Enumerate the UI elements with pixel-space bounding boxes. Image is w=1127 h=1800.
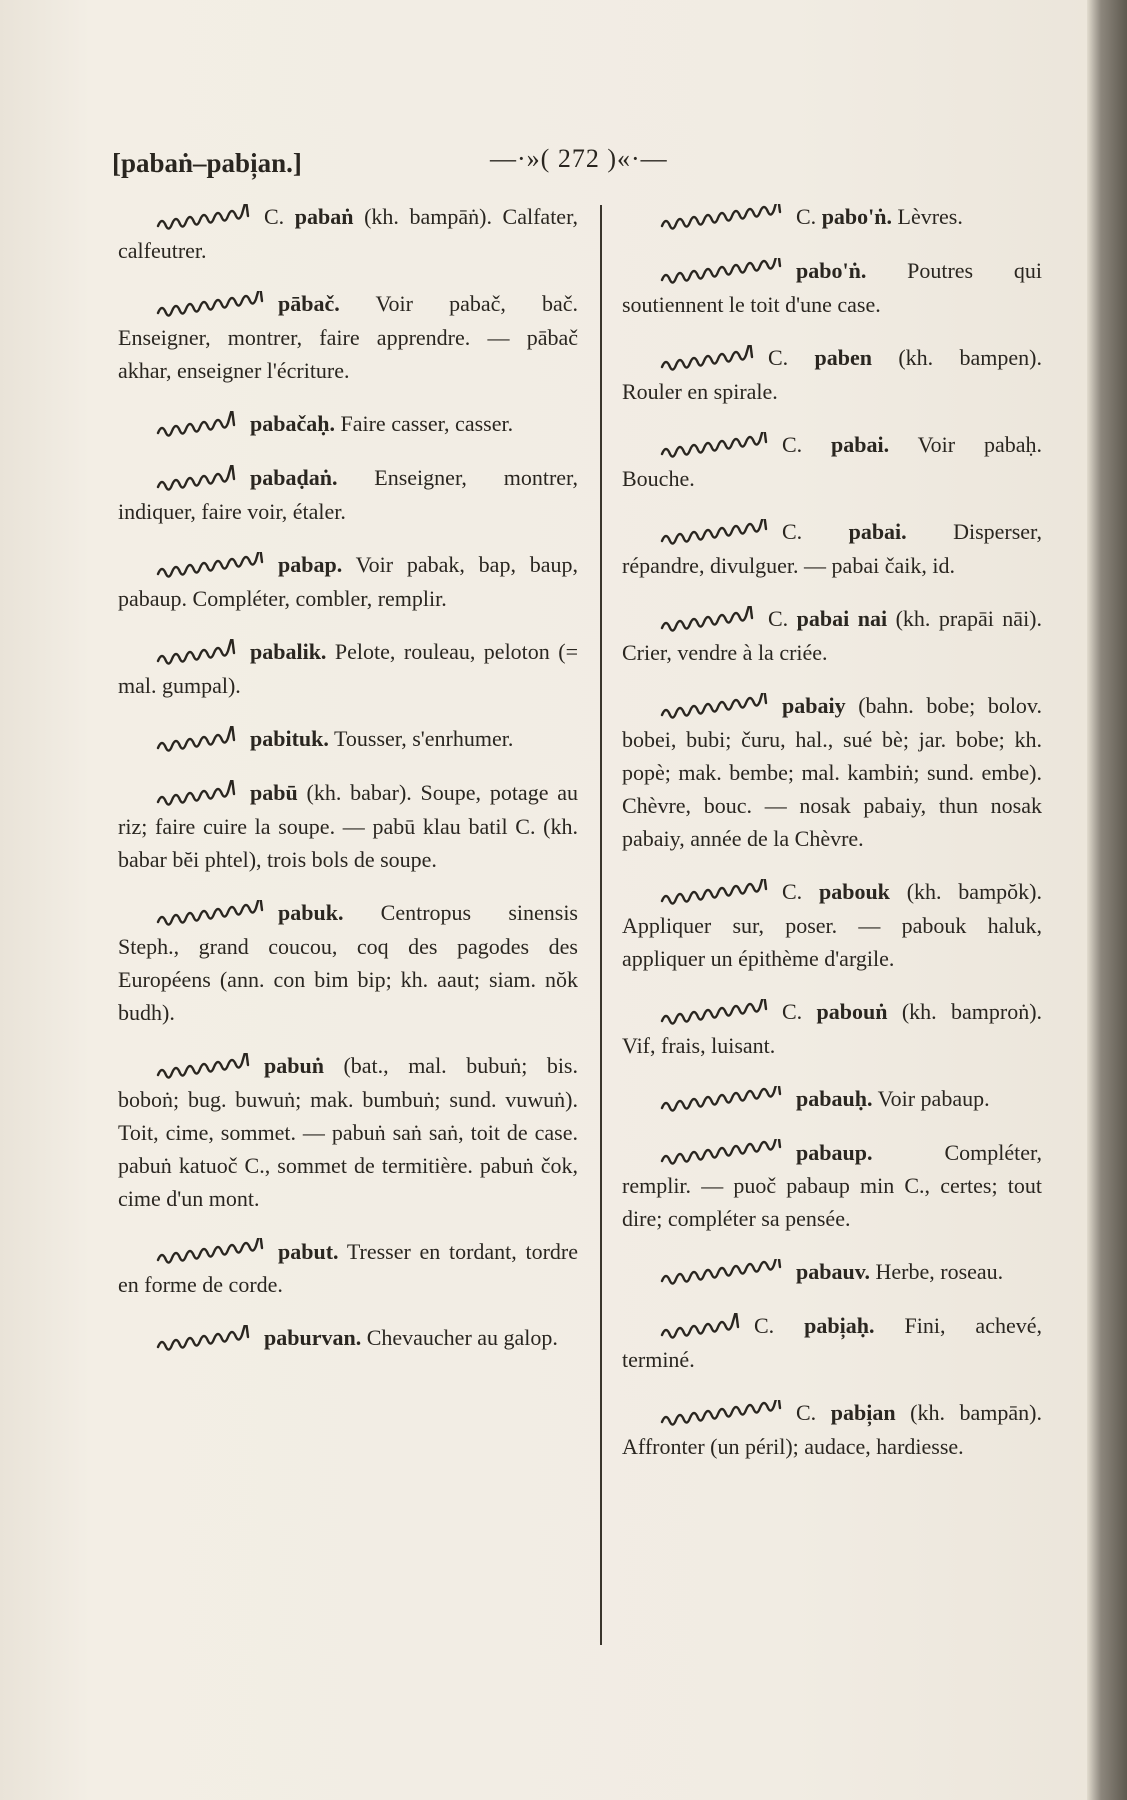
headword: pabuk. (278, 899, 344, 925)
dictionary-entry (118, 635, 578, 702)
dialect-marker: C. (782, 518, 803, 544)
dictionary-entry (118, 1235, 578, 1302)
cham-script-glyph (156, 552, 264, 582)
headword: pabap. (278, 551, 343, 577)
headword: pabo'ṅ. (796, 257, 867, 283)
headword: pabouṅ (816, 998, 888, 1024)
headword: pabituk. (250, 725, 329, 751)
cham-script-glyph (660, 999, 768, 1029)
column-divider (600, 205, 602, 1645)
definition: Voir pabaḥ. Bouche. (622, 431, 1042, 491)
dictionary-entry (622, 875, 1042, 975)
cham-script-glyph (156, 291, 264, 321)
cham-script-glyph (156, 1238, 264, 1268)
dialect-marker: C. (782, 878, 803, 904)
dictionary-entry (118, 1049, 578, 1215)
cham-script-glyph (660, 1313, 740, 1343)
cham-script-glyph (660, 879, 768, 909)
definition: Voir pabač, bač. Enseigner, montrer, faire apprendre. — pābač akhar, enseigner l'écriture. (118, 290, 578, 383)
headword: pābač. (278, 290, 340, 316)
dictionary-entry (622, 428, 1042, 495)
entry-range: [pabaṅ–pabi̦an.] (112, 148, 302, 178)
cham-script-glyph (660, 1259, 782, 1289)
definition: Tousser, s'enrhumer. (334, 725, 514, 751)
definition: (kh. bampāṅ). Calfater, calfeutrer. (118, 204, 579, 263)
cham-script-glyph (156, 204, 250, 234)
cham-script-glyph (660, 432, 768, 462)
cham-script-glyph (660, 345, 754, 375)
headword: pabi̦an (830, 1400, 896, 1426)
dictionary-entry (118, 407, 578, 441)
definition: Voir pabaup. (877, 1085, 990, 1111)
definition: Voir pabak, bap, baup, pabaup. Compléter, combler, remplir. (118, 551, 578, 611)
definition: (bahn. bobe; bolov. bobei, bubi; čuru, hal., sué bè; jar. bobe; kh. popè; mak. bembe; mal. kambiṅ; sund. embe). Chèvre, bouc. — nosak pabaiy, thun nosak pabaiy, année de la Chèvre. (622, 692, 1043, 851)
dialect-marker: C. (754, 1313, 775, 1339)
headword: pabai. (831, 431, 890, 457)
headword: pabut. (278, 1238, 339, 1264)
cham-script-glyph (660, 1086, 782, 1116)
definition: Pelote, rouleau, peloton (= mal. gumpal). (118, 638, 578, 698)
dictionary-entry (622, 689, 1042, 855)
headword: pabalik. (250, 638, 327, 664)
cham-script-glyph (156, 639, 236, 669)
dictionary-entry (622, 515, 1042, 582)
definition: Disperser, répandre, divulguer. — pabai čaik, id. (622, 518, 1042, 578)
dialect-marker: C. (782, 431, 803, 457)
dictionary-entry (622, 1136, 1042, 1236)
dictionary-entry (622, 200, 1042, 234)
headword: pabaup. (796, 1139, 873, 1165)
dictionary-entry (118, 548, 578, 615)
dictionary-entry (622, 254, 1042, 321)
definition: Herbe, roseau. (875, 1259, 1004, 1285)
dialect-marker: C. (264, 204, 285, 229)
dictionary-entry (118, 461, 578, 528)
headword: pabai nai (796, 605, 888, 631)
cham-script-glyph (660, 1139, 782, 1169)
cham-script-glyph (156, 411, 236, 441)
cham-script-glyph (660, 519, 768, 549)
cham-script-glyph (660, 606, 754, 636)
definition: Faire casser, casser. (340, 410, 514, 436)
cham-script-glyph (156, 726, 236, 756)
definition: Fini, achevé, terminé. (622, 1313, 1042, 1373)
dictionary-entry (118, 200, 578, 267)
definition: Centropus sinensis Steph., grand coucou, coq des pagodes des Européens (ann. con bim bip; kh. aaut; siam. nŏk budh). (118, 899, 578, 1025)
definition: Compléter, remplir. — puoč pabaup min C., certes; tout dire; compléter sa pensée. (622, 1139, 1042, 1232)
cham-script-glyph (156, 1325, 250, 1355)
dictionary-entry (118, 896, 578, 1029)
cham-script-glyph (660, 1400, 782, 1430)
headword: pabo'ṅ. (821, 204, 893, 229)
cham-script-glyph (156, 465, 236, 495)
page-number: —·»( 272 )«·— (490, 144, 668, 173)
definition: (kh. bampŏk). Appliquer sur, poser. — pabouk haluk, appliquer un épithème d'argile. (622, 878, 1043, 971)
definition: (bat., mal. bubuṅ; bis. boboṅ; bug. buwuṅ; mak. bumbuṅ; sund. vuwuṅ). Toit, cime, sommet. — pabuṅ saṅ saṅ, toit de case. pabuṅ katuoč C., sommet de termitière. pabuṅ čok, cime d'un mont. (118, 1052, 578, 1211)
page-header (0, 140, 1127, 200)
definition: Poutres qui soutiennent le toit d'une case. (622, 257, 1042, 317)
headword: paben (814, 344, 873, 370)
dictionary-entry (622, 1309, 1042, 1376)
dictionary-entry (118, 1321, 578, 1355)
headword: pabai. (848, 518, 907, 544)
right-column (622, 200, 1042, 1483)
dialect-marker: C. (796, 1400, 817, 1426)
headword: pabačaḥ. (250, 410, 335, 436)
dialect-marker: C. (768, 344, 789, 370)
dictionary-entry (622, 602, 1042, 669)
left-column (118, 200, 578, 1375)
definition: (kh. prapāi nāi). Crier, vendre à la criée. (622, 605, 1043, 665)
headword: pabouk (818, 878, 890, 904)
cham-script-glyph (156, 1053, 250, 1083)
book-gutter (1087, 0, 1127, 1800)
headword: pabaiy (782, 692, 846, 718)
definition: (kh. babar). Soupe, potage au riz; faire cuire la soupe. — pabū klau batil C. (kh. babar bĕi phtel), trois bols de soupe. (118, 779, 579, 872)
dialect-marker: C. (768, 605, 789, 631)
headword: pabauḥ. (796, 1085, 873, 1111)
definition: Tresser en tordant, tordre en forme de corde. (118, 1238, 578, 1298)
dictionary-entry (622, 341, 1042, 408)
headword: pabi̦aḥ. (804, 1313, 875, 1339)
cham-script-glyph (660, 258, 782, 288)
dictionary-entry (118, 287, 578, 387)
cham-script-glyph (156, 900, 264, 930)
dictionary-entry (622, 995, 1042, 1062)
headword: pabauv. (796, 1259, 870, 1285)
headword: pabū (250, 779, 298, 805)
dialect-marker: C. (782, 998, 803, 1024)
headword: pabuṅ (264, 1052, 324, 1078)
definition: Enseigner, montrer, indiquer, faire voir, étaler. (118, 464, 578, 524)
cham-script-glyph (660, 204, 782, 234)
definition: (kh. bampen). Rouler en spirale. (622, 344, 1042, 404)
definition: (kh. bampān). Affronter (un péril); audace, hardiesse. (622, 1400, 1042, 1460)
dictionary-entry (622, 1255, 1042, 1289)
dictionary-entry (118, 776, 578, 876)
dialect-marker: C. (796, 204, 817, 229)
cham-script-glyph (156, 780, 236, 810)
headword: paburvan. (264, 1325, 362, 1351)
definition: Lèvres. (897, 204, 963, 229)
dictionary-entry (622, 1396, 1042, 1463)
dictionary-entry (118, 722, 578, 756)
headword: pabaḍaṅ. (250, 464, 338, 490)
definition: (kh. bamproṅ). Vif, frais, luisant. (622, 998, 1043, 1058)
cham-script-glyph (660, 693, 768, 723)
dictionary-entry (622, 1082, 1042, 1116)
definition: Chevaucher au galop. (366, 1325, 558, 1351)
headword: pabaṅ (294, 204, 354, 229)
